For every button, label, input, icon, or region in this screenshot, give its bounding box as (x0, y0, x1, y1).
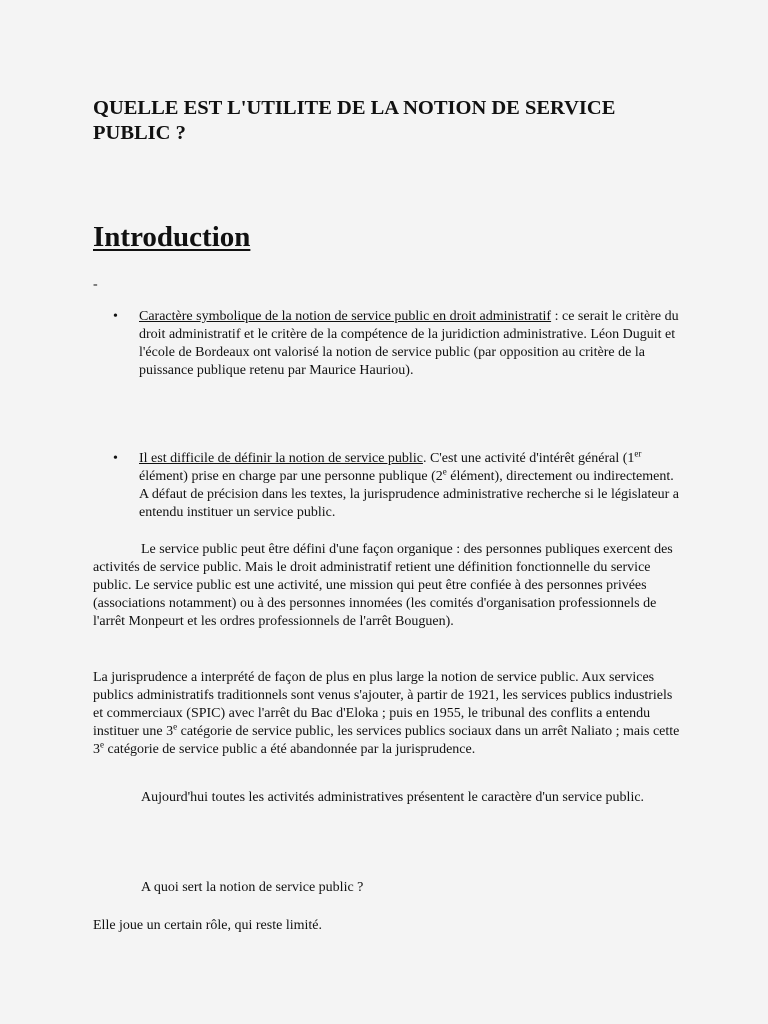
superscript: e (173, 721, 178, 732)
bullet-1-lead: Caractère symbolique de la notion de service public en droit administratif (139, 309, 552, 324)
paragraph-question: A quoi sert la notion de service public ? (141, 880, 364, 895)
bullet-item-1 (113, 308, 679, 380)
paragraph-aujourdhui: Aujourd'hui toutes les activités administratives présentent le caractère d'un service public. (141, 790, 645, 805)
bullet-icon: • (113, 451, 118, 466)
bullet-2-text-c: élément), directement ou indirectement. A défaut de précision dans les textes, la jurisprudence administrative recherche si le législateur a entendu instituer un service public. (139, 469, 679, 520)
paragraph-role: Elle joue un certain rôle, qui reste limité. (93, 918, 322, 933)
dash-marker: - (93, 277, 98, 292)
bullet-1-text: : ce serait le critère du droit administratif et le critère de la compétence de la juridiction administrative. Léon Duguit et l'école de Bordeaux ont valorisé la notion de service public (par opposition au critère de la puissance publique retenu par Maurice Hauriou). (139, 309, 679, 378)
superscript: e (442, 466, 447, 477)
para2-text-a: La jurisprudence a interprété de façon de plus en plus large la notion de service public. Aux services publics administratifs traditionnels sont venus s'ajouter, à partir de 1921, les services publics industriels et commerciaux (SPIC) avec l'arrêt du Bac d'Eloka ; puis en 1955, le tribunal des conflits a entendu instituer une 3 (93, 670, 673, 739)
introduction-heading: Introduction (93, 221, 251, 253)
bullet-2-lead: Il est difficile de définir la notion de service public (139, 451, 423, 466)
bullet-item-2 (113, 448, 679, 522)
para2-text-c: catégorie de service public a été abandonnée par la jurisprudence. (104, 742, 476, 757)
document-title: QUELLE EST L'UTILITE DE LA NOTION DE SERVICE PUBLIC ? (93, 97, 616, 144)
bullet-2-text-a: . C'est une activité d'intérêt général (1 (422, 451, 635, 466)
superscript: e (100, 739, 104, 750)
bullet-icon: • (113, 309, 118, 324)
para2-text-b: catégorie de service public, les services publics sociaux dans un arrêt Naliato ; mais cette 3 (93, 724, 680, 757)
superscript: er (634, 448, 642, 459)
bullet-2-text-b: élément) prise en charge par une personne publique (2 (139, 469, 443, 484)
paragraph-jurisprudence (93, 669, 683, 759)
paragraph-organique: Le service public peut être défini d'une façon organique : des personnes publiques exercent des activités de service public. Mais le droit administratif retient une définition fonctionnelle du service public. Le service public est une activité, une mission qui peut être confiée à des personnes privées (associations notamment) ou à des personnes innomées (les comités d'organisation professionnels de l'arrêt Monpeurt et les ordres professionnels de l'arrêt Bouguen). (93, 542, 673, 629)
